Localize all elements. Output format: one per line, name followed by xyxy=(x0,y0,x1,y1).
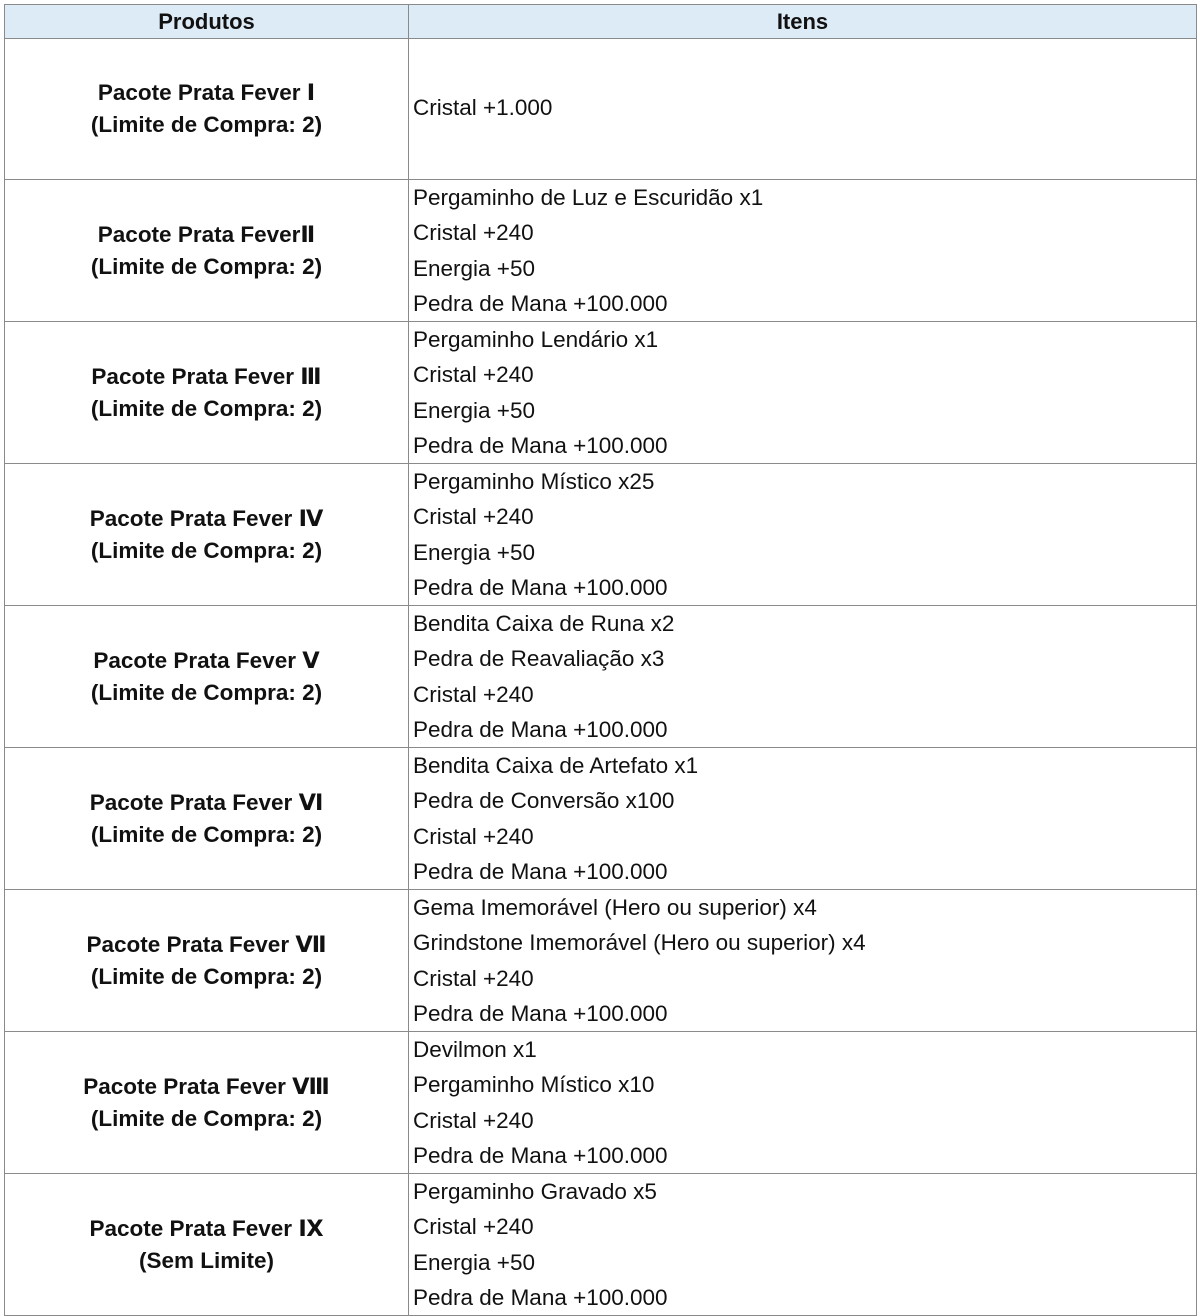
item-entry: Cristal +240 xyxy=(413,362,534,388)
items-cell xyxy=(409,464,1197,606)
item-entry: Pedra de Reavaliação x3 xyxy=(413,646,665,672)
product-name: Pacote Prata Fever Ⅲ xyxy=(91,363,322,389)
item-entry: Energia +50 xyxy=(413,397,535,423)
item-entry: Pedra de Mana +100.000 xyxy=(413,432,668,458)
product-name: Pacote Prata Fever Ⅳ xyxy=(89,505,324,531)
items-cell xyxy=(409,748,1197,890)
item-entry: Pedra de Mana +100.000 xyxy=(413,716,668,742)
item-entry: Energia +50 xyxy=(413,539,535,565)
item-entry: Bendita Caixa de Runa x2 xyxy=(413,611,675,636)
items-cell xyxy=(409,606,1197,748)
item-entry: Pergaminho Gravado x5 xyxy=(413,1179,657,1204)
purchase-limit: (Limite de Compra: 2) xyxy=(90,112,323,137)
product-cell xyxy=(5,39,409,180)
product-name: Pacote Prata Fever Ⅷ xyxy=(83,1073,330,1099)
table-row xyxy=(5,39,1197,180)
item-entry: Pergaminho Místico x10 xyxy=(413,1072,655,1098)
purchase-limit: (Limite de Compra: 2) xyxy=(90,679,323,705)
product-name: Pacote Prata Fever Ⅵ xyxy=(89,789,324,815)
purchase-limit: (Limite de Compra: 2) xyxy=(90,963,323,989)
product-name: Pacote Prata Fever Ⅴ xyxy=(93,647,320,673)
item-entry: Energia +50 xyxy=(413,1249,535,1275)
item-entry: Energia +50 xyxy=(413,255,535,281)
item-entry: Pedra de Mana +100.000 xyxy=(413,1284,668,1310)
item-entry: Cristal +240 xyxy=(413,823,534,849)
item-entry: Cristal +240 xyxy=(413,1107,534,1133)
header-produtos: Produtos xyxy=(5,5,409,39)
purchase-limit: (Limite de Compra: 2) xyxy=(90,537,323,563)
item-entry: Bendita Caixa de Artefato x1 xyxy=(413,753,699,778)
table-row xyxy=(5,606,1197,748)
item-entry: Grindstone Imemorável (Hero ou superior) x4 xyxy=(413,930,866,956)
item-entry: Cristal +240 xyxy=(413,1214,534,1240)
items-cell xyxy=(409,1174,1197,1316)
product-name: Pacote Prata Fever Ⅰ xyxy=(97,80,316,105)
product-table-container xyxy=(4,4,1197,1316)
item-entry: Cristal +240 xyxy=(413,504,534,530)
table-row xyxy=(5,322,1197,464)
product-cell xyxy=(5,748,409,890)
table-row xyxy=(5,890,1197,1032)
product-cell xyxy=(5,464,409,606)
product-cell xyxy=(5,1032,409,1174)
item-entry: Pedra de Mana +100.000 xyxy=(413,1142,668,1168)
product-table xyxy=(4,4,1197,1316)
table-row xyxy=(5,1032,1197,1174)
item-entry: Cristal +240 xyxy=(413,220,534,246)
item-entry: Pedra de Mana +100.000 xyxy=(413,290,668,316)
product-name: Pacote Prata Fever Ⅸ xyxy=(89,1215,324,1241)
purchase-limit: (Limite de Compra: 2) xyxy=(90,821,323,847)
product-cell xyxy=(5,606,409,748)
table-row xyxy=(5,180,1197,322)
items-cell xyxy=(409,890,1197,1032)
table-row xyxy=(5,464,1197,606)
product-name: Pacote Prata Fever Ⅶ xyxy=(86,931,327,957)
product-cell xyxy=(5,180,409,322)
item-entry: Pergaminho Lendário x1 xyxy=(413,327,659,352)
table-body xyxy=(5,39,1197,1316)
item-entry: Cristal +240 xyxy=(413,681,534,707)
item-entry: Gema Imemorável (Hero ou superior) x4 xyxy=(413,895,817,920)
table-row xyxy=(5,1174,1197,1316)
purchase-limit: (Sem Limite) xyxy=(138,1247,275,1273)
items-cell xyxy=(409,1032,1197,1174)
purchase-limit: (Limite de Compra: 2) xyxy=(90,1105,323,1131)
item-entry: Pergaminho Místico x25 xyxy=(413,469,655,494)
product-name: Pacote Prata FeverⅡ xyxy=(97,221,316,247)
product-cell xyxy=(5,1174,409,1316)
purchase-limit: (Limite de Compra: 2) xyxy=(90,395,323,421)
item-entry: Pedra de Conversão x100 xyxy=(413,788,675,814)
item-entry: Pedra de Mana +100.000 xyxy=(413,1000,668,1026)
items-cell xyxy=(409,180,1197,322)
item-entry: Cristal +1.000 xyxy=(413,94,553,120)
product-cell xyxy=(5,890,409,1032)
items-cell xyxy=(409,39,1197,180)
purchase-limit: (Limite de Compra: 2) xyxy=(90,253,323,279)
item-entry: Pedra de Mana +100.000 xyxy=(413,574,668,600)
item-entry: Devilmon x1 xyxy=(413,1037,537,1062)
item-entry: Cristal +240 xyxy=(413,965,534,991)
table-header-row xyxy=(5,5,1197,39)
table-row xyxy=(5,748,1197,890)
items-cell xyxy=(409,322,1197,464)
product-cell xyxy=(5,322,409,464)
item-entry: Pergaminho de Luz e Escuridão x1 xyxy=(413,185,764,210)
item-entry: Pedra de Mana +100.000 xyxy=(413,858,668,884)
header-itens: Itens xyxy=(409,5,1197,39)
